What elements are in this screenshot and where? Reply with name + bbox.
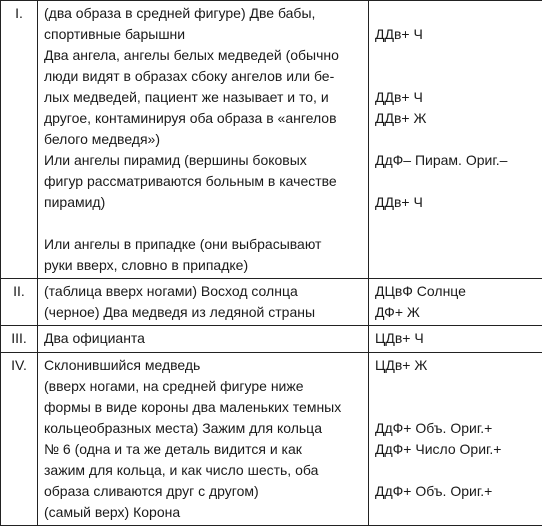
scoring-code: ДЦвФ Солнце: [375, 281, 542, 302]
card-number-cell: [1, 326, 38, 353]
card-number-cell: [1, 279, 38, 326]
card-number: I.: [1, 1, 37, 24]
scoring-code: [375, 460, 542, 481]
response-line: кольцеобразных места) Зажим для кольца: [44, 418, 368, 439]
card-number-cell: [1, 1, 38, 279]
scoring-code: [375, 171, 542, 192]
response-line: (вверх ногами, на средней фигуре ниже: [44, 376, 368, 397]
card-number: IV.: [1, 353, 37, 376]
response-line: Склонившийся медведь: [44, 355, 368, 376]
response-line: [44, 213, 368, 234]
response-line: другое, контаминируя оба образа в «ангелов: [44, 108, 368, 129]
scoring-code: ДдФ+ Объ. Ориг.+: [375, 418, 542, 439]
response-line: зажим для кольца, и как число шесть, оба: [44, 460, 368, 481]
table-row: [1, 1, 542, 279]
response-line: спортивные барышни: [44, 24, 368, 45]
response-cell: [38, 279, 369, 326]
response-line: образа сливаются друг с другом): [44, 481, 368, 502]
response-line: Или ангелы пирамид (вершины боковых: [44, 150, 368, 171]
scoring-code: [375, 66, 542, 87]
response-line: фигур рассматриваются больным в качестве: [44, 171, 368, 192]
card-number-cell: [1, 353, 38, 526]
scoring-code: [375, 397, 542, 418]
response-line: пирамид): [44, 192, 368, 213]
response-line: руки вверх, словно в припадке): [44, 255, 368, 276]
scoring-code: ДДв+ Ч: [375, 192, 542, 213]
response-line: Или ангелы в припадке (они выбрасывают: [44, 234, 368, 255]
scoring-code: [375, 45, 542, 66]
scoring-code: ДДв+ Ж: [375, 108, 542, 129]
table-row: [1, 326, 542, 353]
table-row: [1, 279, 542, 326]
scoring-code: ДдФ+ Объ. Ориг.+: [375, 481, 542, 502]
scoring-code: ДДв+ Ч: [375, 87, 542, 108]
scoring-cell: [369, 353, 542, 526]
scoring-code: ЦДв+ Ч: [375, 328, 542, 349]
scoring-code: ДдФ– Пирам. Ориг.–: [375, 150, 542, 171]
scoring-cell: [369, 279, 542, 326]
response-cell: [38, 353, 369, 526]
table-row: [1, 353, 542, 526]
response-line: люди видят в образах сбоку ангелов или бе-: [44, 66, 368, 87]
scoring-code: [375, 376, 542, 397]
card-number: III.: [1, 326, 37, 349]
response-cell: [38, 326, 369, 353]
response-line: (два образа в средней фигуре) Две бабы,: [44, 3, 368, 24]
response-line: лых медведей, пациент же называет и то, и: [44, 87, 368, 108]
scoring-code: ЦДв+ Ж: [375, 355, 542, 376]
response-line: формы в виде короны два маленьких темных: [44, 397, 368, 418]
response-line: № 6 (одна и та же деталь видится и как: [44, 439, 368, 460]
response-line: Два официанта: [44, 328, 368, 349]
response-line: Два ангела, ангелы белых медведей (обычно: [44, 45, 368, 66]
scoring-code: [375, 3, 542, 24]
scoring-code: ДФ+ Ж: [375, 302, 542, 323]
scoring-code: [375, 129, 542, 150]
response-line: белого медведя»): [44, 129, 368, 150]
scoring-cell: [369, 326, 542, 353]
card-number: II.: [1, 279, 37, 302]
scoring-code: ДДв+ Ч: [375, 24, 542, 45]
scoring-code: ДдФ+ Число Ориг.+: [375, 439, 542, 460]
response-line: (черное) Два медведя из ледяной страны: [44, 302, 368, 323]
response-cell: [38, 1, 369, 279]
response-line: (самый верх) Корона: [44, 502, 368, 523]
scoring-cell: [369, 1, 542, 279]
response-line: (таблица вверх ногами) Восход солнца: [44, 281, 368, 302]
